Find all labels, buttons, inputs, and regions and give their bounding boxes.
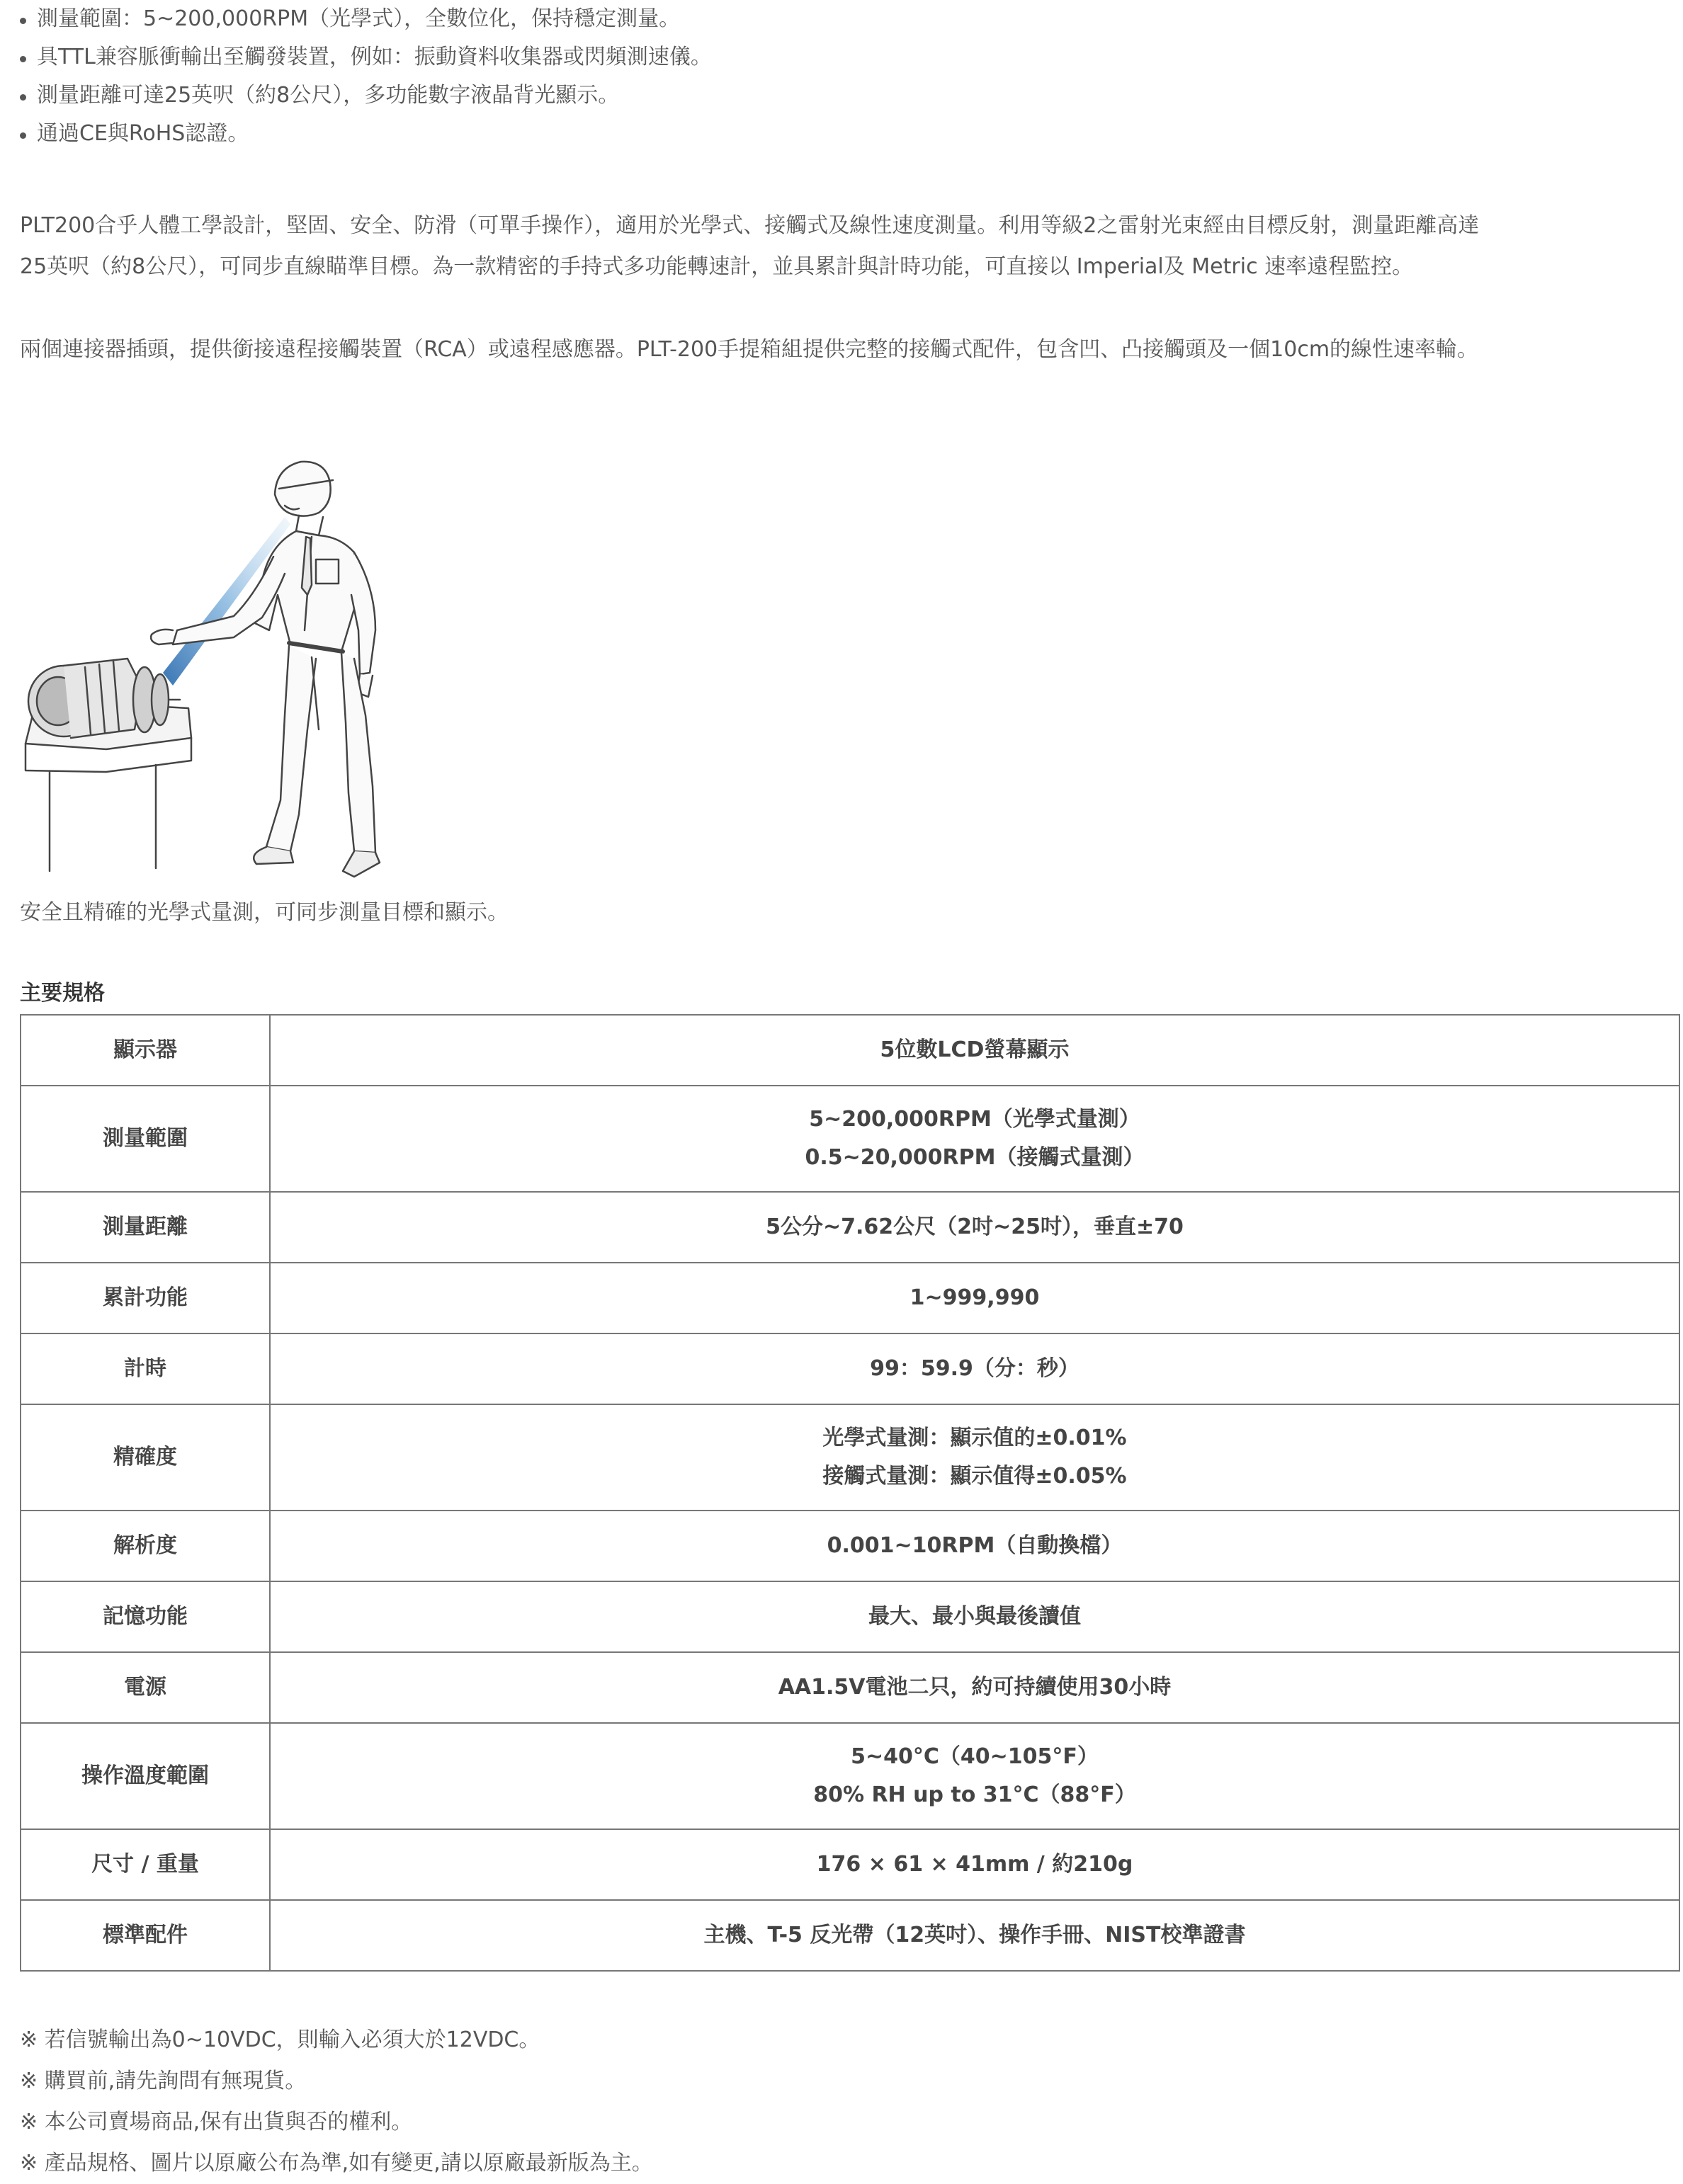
note-item: ※ 購買前,請先詢問有無現貨。 [20, 2069, 307, 2093]
spec-value [270, 1015, 1679, 1086]
spec-value [270, 1652, 1679, 1723]
spec-value-line: 最大、最小與最後讀值 [868, 1604, 1081, 1629]
spec-label: 顯示器 [21, 1015, 270, 1086]
spec-row [21, 1086, 1679, 1192]
spec-value-line: 5~200,000RPM（光學式量測） [809, 1107, 1140, 1132]
spec-value-line: 0.5~20,000RPM（接觸式量測） [805, 1145, 1145, 1170]
spec-value [270, 1263, 1679, 1333]
spec-label: 標準配件 [21, 1900, 270, 1971]
spec-row [21, 1652, 1679, 1723]
spec-value [270, 1086, 1679, 1192]
note-item: ※ 產品規格、圖片以原廠公布為準,如有變更,請以原廠最新版為主。 [20, 2151, 653, 2176]
spec-value-line: 176 × 61 × 41mm / 約210g [816, 1852, 1133, 1877]
spec-label: 計時 [21, 1333, 270, 1404]
spec-value-line: 99：59.9（分：秒） [870, 1356, 1080, 1381]
spec-label: 記憶功能 [21, 1581, 270, 1652]
spec-row [21, 1829, 1679, 1900]
spec-label: 尺寸 / 重量 [21, 1829, 270, 1900]
feature-list [20, 0, 712, 153]
feature-item: 通過CE與RoHS認證。 [20, 115, 712, 153]
feature-item: 測量範圍：5~200,000RPM（光學式），全數位化，保持穩定測量。 [20, 0, 712, 38]
spec-value-line: 1~999,990 [910, 1285, 1040, 1310]
spec-row [21, 1723, 1679, 1829]
spec-value [270, 1900, 1679, 1971]
spec-value [270, 1333, 1679, 1404]
feature-item: 具TTL兼容脈衝輸出至觸發裝置，例如：振動資料收集器或閃頻測速儀。 [20, 38, 712, 76]
spec-value-line: 0.001~10RPM（自動換檔） [827, 1533, 1123, 1558]
illustration-caption: 安全且精確的光學式量測，可同步測量目標和顯示。 [20, 900, 509, 925]
spec-value-line: 5位數LCD螢幕顯示 [880, 1037, 1070, 1062]
notes-list [20, 2020, 653, 2184]
spec-table [20, 1014, 1680, 1972]
spec-row [21, 1404, 1679, 1511]
spec-label: 測量距離 [21, 1192, 270, 1263]
spec-label: 精確度 [21, 1404, 270, 1511]
spec-value-line: 接觸式量測：顯示值得±0.05% [822, 1464, 1127, 1489]
description-paragraph [20, 205, 1479, 288]
note-item: ※ 若信號輸出為0~10VDC，則輸入必須大於12VDC。 [20, 2027, 540, 2052]
spec-label: 操作溫度範圍 [21, 1723, 270, 1829]
spec-row [21, 1263, 1679, 1333]
note-item: ※ 本公司賣場商品,保有出貨與否的權利。 [20, 2110, 413, 2134]
description-line: 25英呎（約8公尺），可同步直線瞄準目標。為一款精密的手持式多功能轉速計，並具累計與計時功能，可直接以 Imperial及 Metric 速率遠程監控。 [20, 254, 1414, 279]
spec-row [21, 1900, 1679, 1971]
spec-value-line: 5公分~7.62公尺（2吋~25吋），垂直±70 [766, 1215, 1184, 1239]
spec-section-title: 主要規格 [20, 981, 105, 1006]
spec-row [21, 1581, 1679, 1652]
spec-value-line: AA1.5V電池二只，約可持續使用30小時 [778, 1675, 1172, 1700]
feature-item: 測量距離可達25英呎（約8公尺），多功能數字液晶背光顯示。 [20, 76, 712, 115]
spec-value-line: 5~40°C（40~105°F） [851, 1744, 1099, 1769]
spec-value [270, 1723, 1679, 1829]
spec-value [270, 1581, 1679, 1652]
spec-label: 電源 [21, 1652, 270, 1723]
spec-row [21, 1015, 1679, 1086]
spec-value [270, 1511, 1679, 1581]
spec-label: 累計功能 [21, 1263, 270, 1333]
spec-value [270, 1192, 1679, 1263]
spec-row [21, 1511, 1679, 1581]
connector-paragraph: 兩個連接器插頭，提供銜接遠程接觸裝置（RCA）或遠程感應器。PLT-200手提箱組提供完整的接觸式配件，包含凹、凸接觸頭及一個10cm的線性速率輪。 [20, 337, 1479, 362]
spec-value [270, 1404, 1679, 1511]
spec-value-line: 80% RH up to 31°C（88°F） [813, 1782, 1136, 1807]
tachometer-illustration [21, 418, 397, 885]
spec-value-line: 主機、T-5 反光帶（12英吋）、操作手冊、NIST校準證書 [703, 1923, 1246, 1947]
spec-row [21, 1333, 1679, 1404]
spec-label: 測量範圍 [21, 1086, 270, 1192]
spec-value-line: 光學式量測：顯示值的±0.01% [822, 1426, 1127, 1450]
spec-value [270, 1829, 1679, 1900]
spec-row [21, 1192, 1679, 1263]
description-line: PLT200合乎人體工學設計，堅固、安全、防滑（可單手操作），適用於光學式、接觸式及線性速度測量。利用等級2之雷射光束經由目標反射，測量距離高達 [20, 213, 1480, 238]
spec-label: 解析度 [21, 1511, 270, 1581]
